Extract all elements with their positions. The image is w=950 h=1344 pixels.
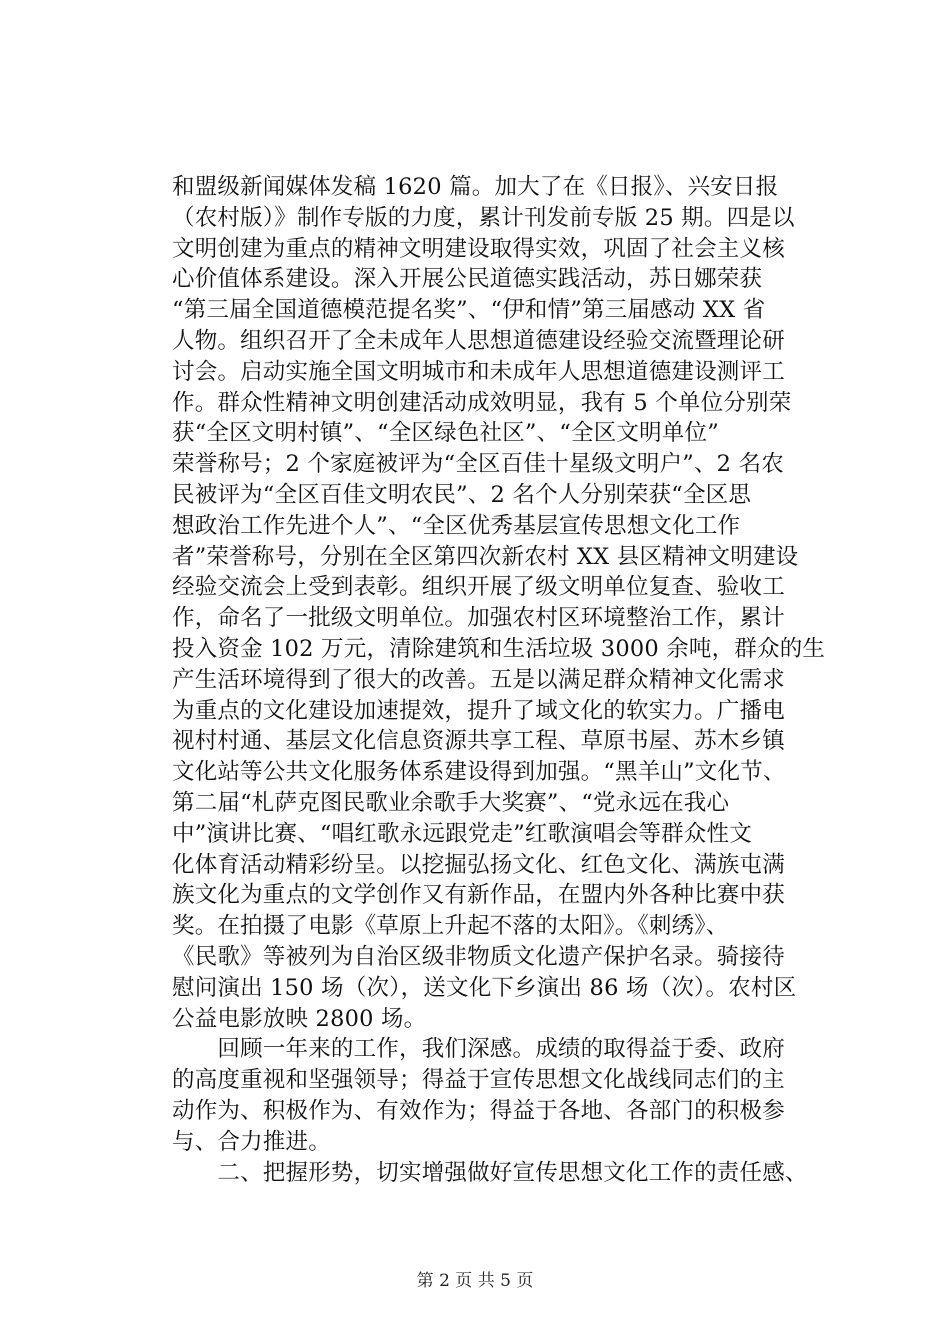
text-line: 化体育活动精彩纷呈。以挖掘弘扬文化、红色文化、满族屯满	[172, 851, 785, 878]
text-line: 作，命名了一批级文明单位。加强农村区环境整治工作，累计	[172, 605, 785, 632]
text-line: 中”演讲比赛、“唱红歌永远跟党走”红歌演唱会等群众性文	[172, 820, 752, 847]
text-line: 二、把握形势，切实增强做好宣传思想文化工作的责任感、	[172, 1159, 808, 1186]
text-line: 动作为、积极作为、有效作为；得益于各地、各部门的积极参	[172, 1097, 785, 1124]
text-line: 《民歌》等被列为自治区级非物质文化遗产保护名录。骑接待	[172, 943, 785, 970]
text-line: 讨会。启动实施全国文明城市和未成年人思想道德建设测评工	[172, 358, 785, 385]
text-line: 族文化为重点的文学创作又有新作品，在盟内外各种比赛中获	[172, 882, 785, 909]
page-footer: 第 2 页 共 5 页	[416, 1271, 534, 1291]
body-text	[172, 172, 862, 1188]
text-line: 文明创建为重点的精神文明建设取得实效，巩固了社会主义核	[172, 235, 785, 262]
text-line: 荣誉称号；2 个家庭被评为“全区百佳十星级文明户”、2 名农	[172, 451, 784, 478]
text-line: 想政治工作先进个人”、“全区优秀基层宣传思想文化工作	[172, 512, 741, 539]
text-line: 文化站等公共文化服务体系建设得到加强。“黑羊山”文化节、	[172, 759, 786, 786]
text-line: 作。群众性精神文明创建活动成效明显，我有 5 个单位分别荣	[172, 389, 792, 416]
text-line: 回顾一年来的工作，我们深感。成绩的取得益于委、政府	[172, 1036, 785, 1063]
text-line: 获“全区文明村镇”、“全区绿色社区”、“全区文明单位”	[172, 420, 719, 447]
text-line: 与、合力推进。	[172, 1128, 331, 1155]
text-line: 的高度重视和坚强领导；得益于宣传思想文化战线同志们的主	[172, 1067, 785, 1094]
text-line: 和盟级新闻媒体发稿 1620 篇。加大了在《日报》、兴安日报	[172, 174, 779, 200]
text-line: 奖。在拍摄了电影《草原上升起不落的太阳》。《刺绣》、	[172, 913, 729, 940]
text-line: （农村版）》制作专版的力度，累计刊发前专版 25 期。四是以	[172, 204, 795, 231]
text-line: 慰问演出 150 场（次），送文化下乡演出 86 场（次）。农村区	[172, 974, 797, 1001]
text-line: 者”荣誉称号，分别在全区第四次新农村 XX 县区精神文明建设	[172, 543, 799, 570]
text-line: “第三届全国道德模范提名奖”、“伊和情”第三届感动 XX 省	[172, 297, 766, 324]
text-line: 产生活环境得到了很大的改善。五是以满足群众精神文化需求	[172, 666, 785, 693]
text-line: 为重点的文化建设加速提效，提升了域文化的软实力。广播电	[172, 697, 785, 724]
text-line: 第二届“札萨克图民歌业余歌手大奖赛”、“党永远在我心	[172, 789, 730, 816]
text-line: 公益电影放映 2800 场。	[172, 1005, 427, 1032]
text-line: 人物。组织召开了全未成年人思想道德建设经验交流暨理论研	[172, 327, 785, 354]
text-line: 投入资金 102 万元，清除建筑和生活垃圾 3000 余吨，群众的生	[172, 635, 826, 662]
text-line: 心价值体系建设。深入开展公民道德实践活动，苏日娜荣获	[172, 266, 763, 293]
text-line: 民被评为“全区百佳文明农民”、2 名个人分别荣获“全区思	[172, 481, 752, 508]
text-line: 经验交流会上受到表彰。组织开展了级文明单位复查、验收工	[172, 574, 785, 601]
text-line: 视村村通、基层文化信息资源共享工程、草原书屋、苏木乡镇	[172, 728, 785, 755]
